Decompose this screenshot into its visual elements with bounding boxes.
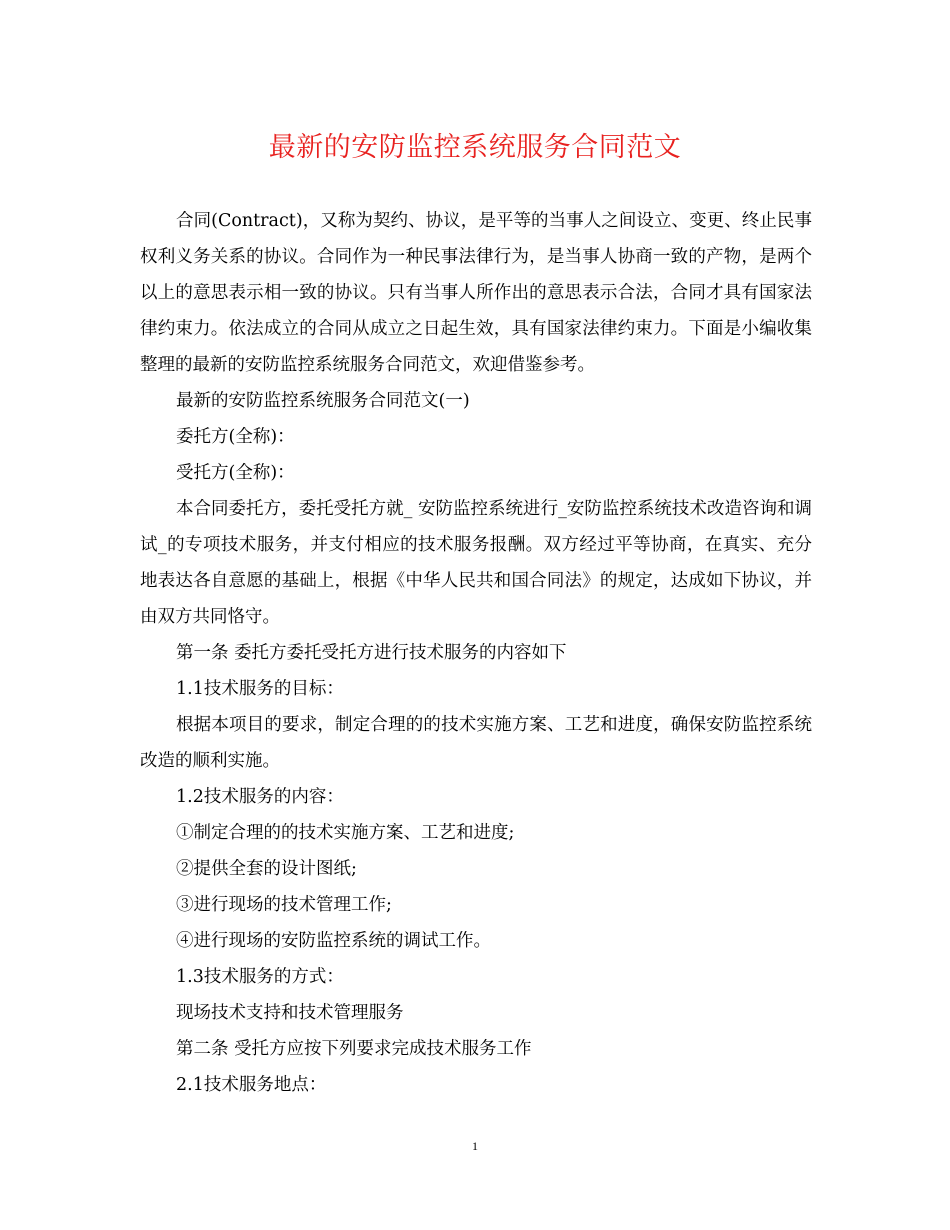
paragraph-service-method: 现场技术支持和技术管理服务 <box>176 1003 404 1023</box>
paragraph-section-1-3: 1.3技术服务的方式： <box>176 967 344 987</box>
paragraph-section-2-1: 2.1技术服务地点： <box>176 1075 327 1095</box>
paragraph-intro: 合同(Contract)，又称为契约、协议，是平等的当事人之间设立、变更、终止民事权利义务关系的协议。合同作为一种民事法律行为，是当事人协商一致的产物，是两个以上的意思表示相一致的协议。只有当事人所作出的意思表示合法，合同才具有国家法律约束力。依法成立的合同从成立之日起生效，具有国家法律约束力。下面是小编收集整理的最新的安防监控系统服务合同范文，欢迎借鉴参考。 <box>140 211 812 375</box>
paragraph-heading-contract-one: 最新的安防监控系统服务合同范文(一) <box>176 391 470 411</box>
paragraph-section-1-2: 1.2技术服务的内容： <box>176 787 344 807</box>
paragraph-agreement: 本合同委托方，委托受托方就_ 安防监控系统进行_安防监控系统技术改造咨询和调试_的专项技术服务，并支付相应的技术服务报酬。双方经过平等协商，在真实、充分地表达各自意愿的基础上，根据《中华人民共和国合同法》的规定，达成如下协议，并由双方共同恪守。 <box>140 499 812 627</box>
document-body <box>140 203 812 1103</box>
paragraph-item-1: ①制定合理的的技术实施方案、工艺和进度; <box>176 823 515 843</box>
paragraph-objective: 根据本项目的要求，制定合理的的技术实施方案、工艺和进度，确保安防监控系统改造的顺利实施。 <box>140 715 812 771</box>
paragraph-contractor-name: 受托方(全称)： <box>176 463 295 483</box>
paragraph-client-name: 委托方(全称)： <box>176 427 295 447</box>
page-number: 1 <box>472 1139 478 1153</box>
paragraph-item-2: ②提供全套的设计图纸; <box>176 859 357 879</box>
paragraph-article-one: 第一条 委托方委托受托方进行技术服务的内容如下 <box>176 643 567 663</box>
paragraph-section-1-1: 1.1技术服务的目标： <box>176 679 344 699</box>
paragraph-article-two: 第二条 受托方应按下列要求完成技术服务工作 <box>176 1039 532 1059</box>
paragraph-item-3: ③进行现场的技术管理工作; <box>176 895 392 915</box>
document-title: 最新的安防监控系统服务合同范文 <box>268 132 682 163</box>
paragraph-item-4: ④进行现场的安防监控系统的调试工作。 <box>176 931 491 951</box>
